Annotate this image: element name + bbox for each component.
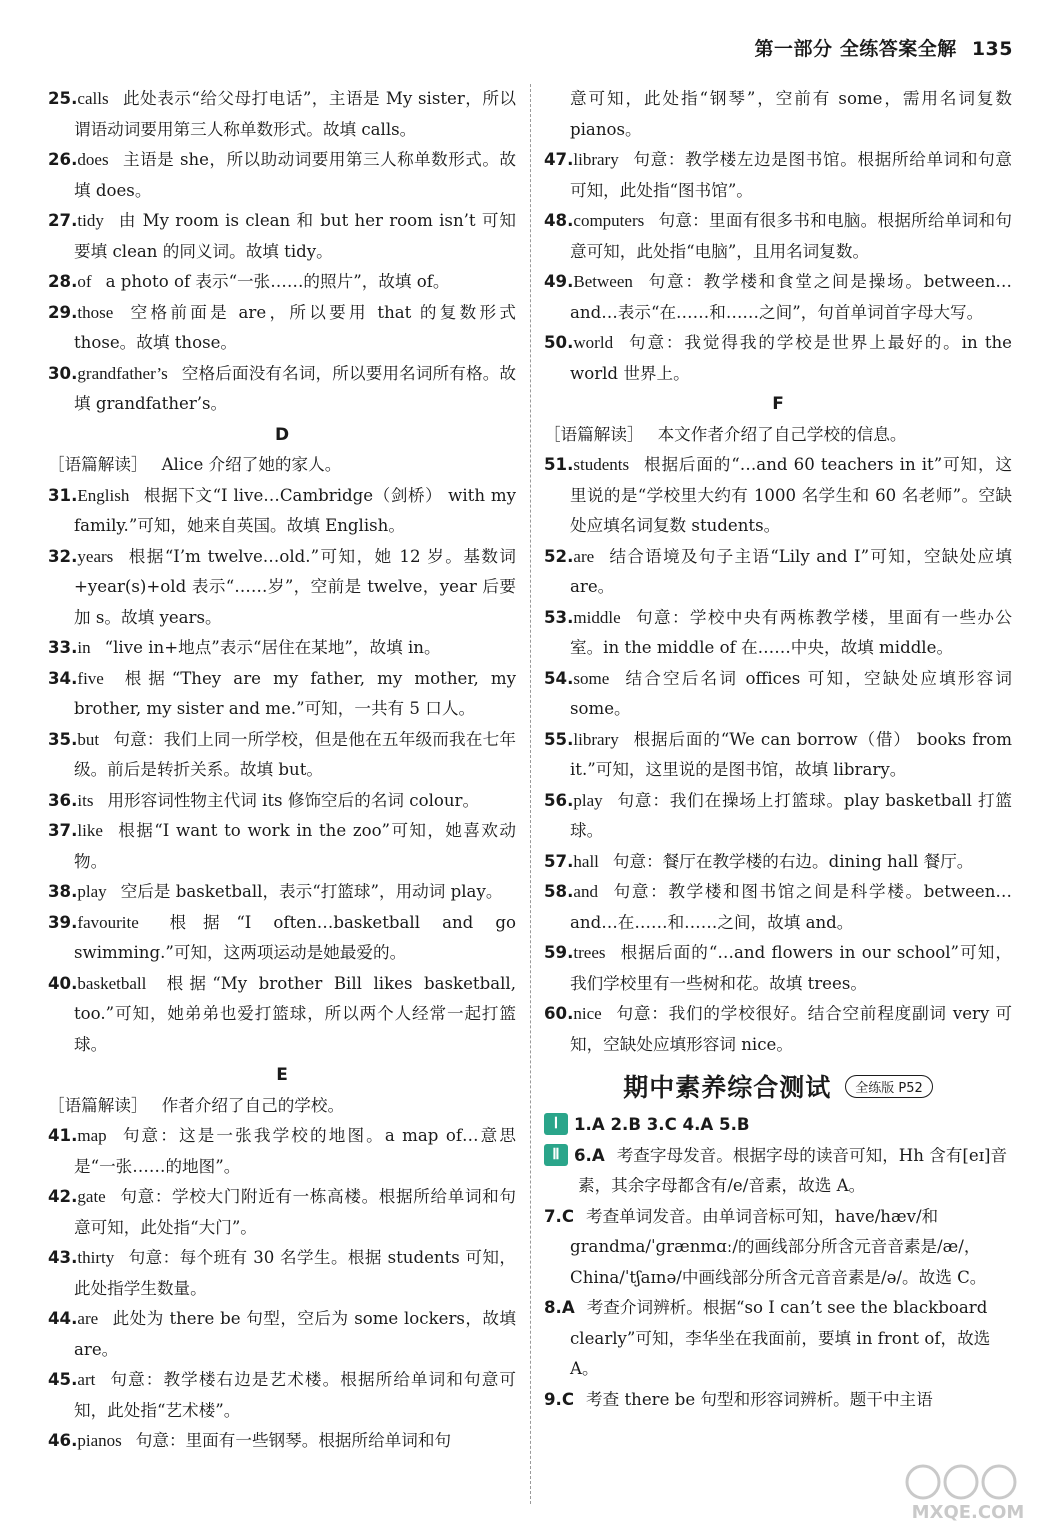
item-answer: five [77, 668, 104, 688]
section-f-items [544, 450, 1012, 1060]
item-answer: Between [573, 272, 633, 291]
item-explanation: 此处为 there be 句型，空后为 some lockers，故填 are。 [74, 1309, 516, 1359]
item-explanation: 句意：我觉得我的学校是世界上最好的。in the world 世界上。 [570, 333, 1012, 383]
item-number: 39. [48, 912, 78, 932]
answer-item [48, 969, 516, 1061]
item-number: 28. [48, 272, 78, 291]
item-answer: tidy [77, 211, 104, 230]
item-number: 57. [544, 851, 574, 871]
item-answer: grandfather’s [77, 363, 168, 383]
item-answer: library [573, 729, 619, 749]
item-number: 49. [544, 272, 574, 291]
answer-item [544, 450, 1012, 542]
item-number: 53. [544, 607, 574, 627]
item-number: 42. [48, 1187, 78, 1206]
midterm-items [544, 1141, 1012, 1416]
item-number: 29. [48, 302, 78, 322]
answer-item [48, 786, 516, 817]
item-answer: but [77, 729, 100, 749]
watermark-circle [907, 1466, 939, 1498]
item-number: 8.A [544, 1298, 575, 1317]
item-explanation: 用形容词性物主代词 its 修饰空后的名词 colour。 [107, 790, 480, 810]
item-number: 46. [48, 1431, 78, 1450]
item-answer: gate [77, 1187, 106, 1206]
midterm-page-ref: 全练版 P52 [845, 1075, 933, 1098]
item-number: 47. [544, 150, 574, 169]
midterm-answer-item [544, 1385, 1012, 1416]
item-explanation: 根据“They are my father, my mother, my brother, my sister and me.”可知，一共有 5 口人。 [74, 668, 516, 718]
item-explanation: 句意：学校大门附近有一栋高楼。根据所给单词和句意可知，此处指“大门”。 [74, 1187, 516, 1237]
item-number: 56. [544, 790, 574, 810]
answer-item [544, 542, 1012, 603]
part-1-badge: Ⅰ [544, 1113, 568, 1135]
item-explanation: 此处表示“给父母打电话”，主语是 My sister，所以谓语动词要用第三人称单数形式。故填 calls。 [74, 89, 516, 139]
item-number: 30. [48, 363, 78, 383]
item-number: 33. [48, 638, 78, 657]
item-answer: are [77, 1309, 99, 1328]
item-explanation: 考查字母发音。根据字母的读音可知，Hh 含有[eɪ]音素，其余字母都含有/e/音素，故选 A。 [578, 1145, 1008, 1195]
continued-text: 意可知，此处指“钢琴”，空前有 some，需用名词复数 pianos。 [570, 89, 1012, 139]
section-f-analysis [544, 420, 1012, 451]
section-c-items [48, 84, 516, 420]
answer-item [544, 877, 1012, 938]
section-f-heading: F [772, 394, 784, 414]
item-explanation: 句意：每个班有 30 名学生。根据 students 可知，此处指学生数量。 [74, 1248, 516, 1298]
answer-item [48, 542, 516, 634]
item-number: 43. [48, 1248, 78, 1267]
item-answer: play [573, 790, 603, 810]
answer-item [48, 267, 516, 298]
item-explanation: 根据后面的“…and flowers in our school”可知，我们学校里有一些树和花。故填 trees。 [570, 943, 1012, 993]
answer-item [544, 145, 1012, 206]
item-number: 50. [544, 333, 574, 352]
section-d-items [48, 481, 516, 1061]
answer-item [48, 1243, 516, 1304]
item-number: 34. [48, 668, 78, 688]
item-explanation: 空格后面没有名词，所以要用名词所有格。故填 grandfather’s。 [74, 363, 516, 413]
item-answer: some [573, 668, 610, 688]
answer-item [48, 908, 516, 969]
part-1-answer-list: 1.A 2.B 3.C 4.A 5.B [574, 1115, 750, 1134]
midterm-title-bar [544, 1062, 1012, 1110]
section-e-items-continued [544, 145, 1012, 389]
answer-item [48, 1304, 516, 1365]
item-number: 25. [48, 89, 78, 108]
answer-item [48, 664, 516, 725]
item-answer: does [77, 150, 109, 169]
item-number: 51. [544, 455, 574, 474]
section-e-heading: E [276, 1065, 288, 1085]
item-explanation: 句意：我们在操场上打篮球。play basketball 打篮球。 [570, 790, 1012, 840]
item-number: 44. [48, 1309, 78, 1328]
analysis-text: 本文作者介绍了自己学校的信息。 [657, 424, 907, 444]
answer-item [48, 816, 516, 877]
header-title: 全练答案全解 [839, 38, 957, 60]
answer-item [544, 206, 1012, 267]
analysis-tag: ［语篇解读］ [544, 424, 644, 444]
answer-item [48, 1426, 516, 1457]
item-explanation: 由 My room is clean 和 but her room isn’t 可知要填 clean 的同义词。故填 tidy。 [74, 211, 516, 261]
section-e-items [48, 1121, 516, 1457]
left-column [48, 84, 516, 1457]
item-explanation: 根据后面的“We can borrow（借） books from it.”可知，这里说的是图书馆，故填 library。 [570, 729, 1012, 779]
item-explanation: 结合空后名词 offices 可知，空缺处应填形容词 some。 [570, 668, 1012, 718]
item-number: 48. [544, 211, 574, 230]
item-number: 60. [544, 1004, 574, 1023]
item-number: 26. [48, 150, 78, 169]
item-answer: map [77, 1126, 107, 1145]
midterm-answer-item [544, 1293, 1012, 1385]
answer-item [544, 328, 1012, 389]
midterm-answer-item [544, 1202, 1012, 1294]
item-number: 37. [48, 821, 78, 840]
item-number: 36. [48, 790, 78, 810]
item-explanation: 考查单词发音。由单词音标可知，have/hæv/和 grandma/ˈɡrænmɑː/的画线部分所含元音音素是/æ/，China/ˈtʃaɪnə/中画线部分所含元音音素是/ə/。故选 C。 [570, 1206, 987, 1287]
item-explanation: 主语是 she，所以助动词要用第三人称单数形式。故填 does。 [74, 150, 516, 200]
answer-item [544, 938, 1012, 999]
answer-item [544, 847, 1012, 878]
item-explanation: 根据后面的“…and 60 teachers in it”可知，这里说的是“学校里大约有 1000 名学生和 60 名老师”。空缺处应填名词复数 students。 [570, 455, 1012, 535]
answer-item [544, 664, 1012, 725]
section-d-heading: D [274, 424, 290, 445]
item-answer: favourite [77, 912, 139, 932]
answer-item [48, 298, 516, 359]
item-explanation: 句意：教学楼和图书馆之间是科学楼。between…and…在……和……之间，故填 and。 [570, 882, 1012, 932]
analysis-tag: ［语篇解读］ [48, 455, 148, 474]
item-number: 31. [48, 485, 78, 505]
item-answer: middle [573, 607, 621, 627]
item-answer: English [77, 485, 130, 505]
item-number: 54. [544, 668, 574, 688]
item-answer: pianos [77, 1431, 122, 1450]
midterm-title: 期中素养综合测试 [623, 1073, 832, 1102]
item-answer: basketball [77, 973, 147, 993]
item-answer: art [77, 1370, 96, 1389]
answer-item [48, 145, 516, 206]
item-explanation: 句意：教学楼右边是艺术楼。根据所给单词和句意可知，此处指“艺术楼”。 [74, 1370, 516, 1420]
item-answer: world [573, 333, 614, 352]
answer-item [48, 725, 516, 786]
section-e-analysis [48, 1091, 516, 1122]
midterm-answer-item [544, 1141, 1012, 1202]
column-divider [530, 84, 531, 1504]
item-number: 58. [544, 882, 574, 901]
item-answer: play [77, 882, 107, 901]
item-explanation: 句意：里面有很多书和电脑。根据所给单词和句意可知，此处指“电脑”，且用名词复数。 [570, 211, 1012, 261]
item-number: 7.C [544, 1206, 575, 1226]
answer-item [48, 481, 516, 542]
item-explanation: 句意：教学楼左边是图书馆。根据所给单词和句意可知，此处指“图书馆”。 [570, 150, 1012, 200]
item-answer: library [573, 150, 619, 169]
item-explanation: 句意：我们的学校很好。结合空前程度副词 very 可知，空缺处应填形容词 nice。 [570, 1004, 1012, 1054]
item-number: 32. [48, 546, 78, 566]
answer-item [48, 1121, 516, 1182]
item-number: 45. [48, 1370, 78, 1389]
item-explanation: 考查 there be 句型和形容词辨析。题干中主语 [586, 1389, 933, 1409]
page-number: 135 [971, 38, 1013, 60]
answer-item [544, 603, 1012, 664]
item-answer: like [77, 821, 103, 840]
answer-item [48, 359, 516, 420]
item-number: 40. [48, 973, 78, 993]
item-answer: in [77, 638, 91, 657]
item-explanation: 空后是 basketball，表示“打篮球”，用动词 play。 [120, 882, 503, 901]
item-explanation: 句意：学校中央有两栋教学楼，里面有一些办公室。in the middle of 在……中央，故填 middle。 [570, 607, 1012, 657]
item-explanation: 根据“I often…basketball and go swimming.”可知，这两项运动是她最爱的。 [74, 912, 516, 962]
analysis-text: 作者介绍了自己的学校。 [161, 1095, 345, 1115]
item-number: 55. [544, 729, 574, 749]
answer-item [544, 786, 1012, 847]
item-explanation: 句意：教学楼和食堂之间是操场。between…and…表示“在……和……之间”，句首单词首字母大写。 [570, 272, 1012, 322]
item-number: 41. [48, 1126, 78, 1145]
answer-item [544, 725, 1012, 786]
item-explanation: 结合语境及句子主语“Lily and I”可知，空缺处应填 are。 [570, 546, 1012, 596]
answer-item [48, 206, 516, 267]
watermark-circle [983, 1466, 1015, 1498]
item-number: 52. [544, 546, 574, 566]
section-d-analysis [48, 450, 516, 481]
watermark-logo [893, 1460, 1043, 1524]
item-answer: nice [573, 1004, 602, 1023]
item-explanation: 根据下文“I live…Cambridge（剑桥） with my family.”可知，她来自英国。故填 English。 [74, 485, 516, 535]
item-explanation: 句意：里面有一些钢琴。根据所给单词和句 [135, 1431, 452, 1450]
item-explanation: a photo of 表示“一张……的照片”，故填 of。 [105, 272, 450, 291]
analysis-tag: ［语篇解读］ [48, 1095, 148, 1115]
header-section: 第一部分 [754, 38, 833, 60]
item-explanation: 根据“I’m twelve…old.”可知，她 12 岁。基数词+year(s)+old 表示“……岁”，空前是 twelve，year 后要加 s。故填 years。 [74, 546, 516, 627]
item-explanation: 考查介词辨析。根据“so I can’t see the blackboard clearly”可知，李华坐在我面前，要填 in front of，故选 A。 [570, 1298, 991, 1378]
item-answer: computers [573, 211, 645, 230]
item-answer: those [77, 302, 114, 322]
item-number: 59. [544, 943, 574, 962]
item-answer: its [77, 790, 94, 810]
item-answer: and [573, 882, 598, 901]
page-header [755, 34, 1013, 61]
item-answer: hall [573, 851, 599, 871]
item-explanation: 句意：我们上同一所学校，但是他在五年级而我在七年级。前后是转折关系。故填 but。 [74, 729, 516, 779]
item-answer: are [573, 546, 595, 566]
answer-item [48, 1182, 516, 1243]
item-number: 6.A [574, 1145, 605, 1165]
item-answer: thirty [77, 1248, 115, 1267]
item-explanation: 句意：这是一张我学校的地图。a map of…意思是“一张……的地图”。 [74, 1126, 516, 1176]
item-explanation: 根据“My brother Bill likes basketball, too.”可知，她弟弟也爱打篮球，所以两个人经常一起打篮球。 [74, 973, 516, 1054]
answer-item [544, 999, 1012, 1060]
analysis-text: Alice 介绍了她的家人。 [161, 455, 342, 474]
answer-item [48, 84, 516, 145]
answer-item [48, 877, 516, 908]
item-explanation: “live in+地点”表示“居住在某地”，故填 in。 [104, 638, 441, 657]
item-answer: students [573, 455, 630, 474]
watermark-text: MXQE.COM [911, 1502, 1025, 1523]
watermark-circle [945, 1466, 977, 1498]
item-number: 9.C [544, 1389, 575, 1409]
answer-item [544, 267, 1012, 328]
right-column [544, 84, 1012, 1415]
item-number: 38. [48, 882, 78, 901]
item-explanation: 句意：餐厅在教学楼的右边。dining hall 餐厅。 [612, 851, 974, 871]
answer-item [48, 633, 516, 664]
item-number: 27. [48, 211, 78, 230]
item-answer: of [77, 272, 92, 291]
part-1-answers [544, 1110, 1012, 1141]
part-2-badge: Ⅱ [544, 1144, 568, 1166]
answer-item [48, 1365, 516, 1426]
item-answer: trees [573, 943, 606, 962]
item-explanation: 空格前面是 are，所以要用 that 的复数形式 those。故填 those。 [74, 302, 516, 352]
item-number: 35. [48, 729, 78, 749]
item-answer: years [77, 546, 114, 566]
item-answer: calls [77, 89, 109, 108]
item-explanation: 根据“I want to work in the zoo”可知，她喜欢动物。 [74, 821, 516, 871]
